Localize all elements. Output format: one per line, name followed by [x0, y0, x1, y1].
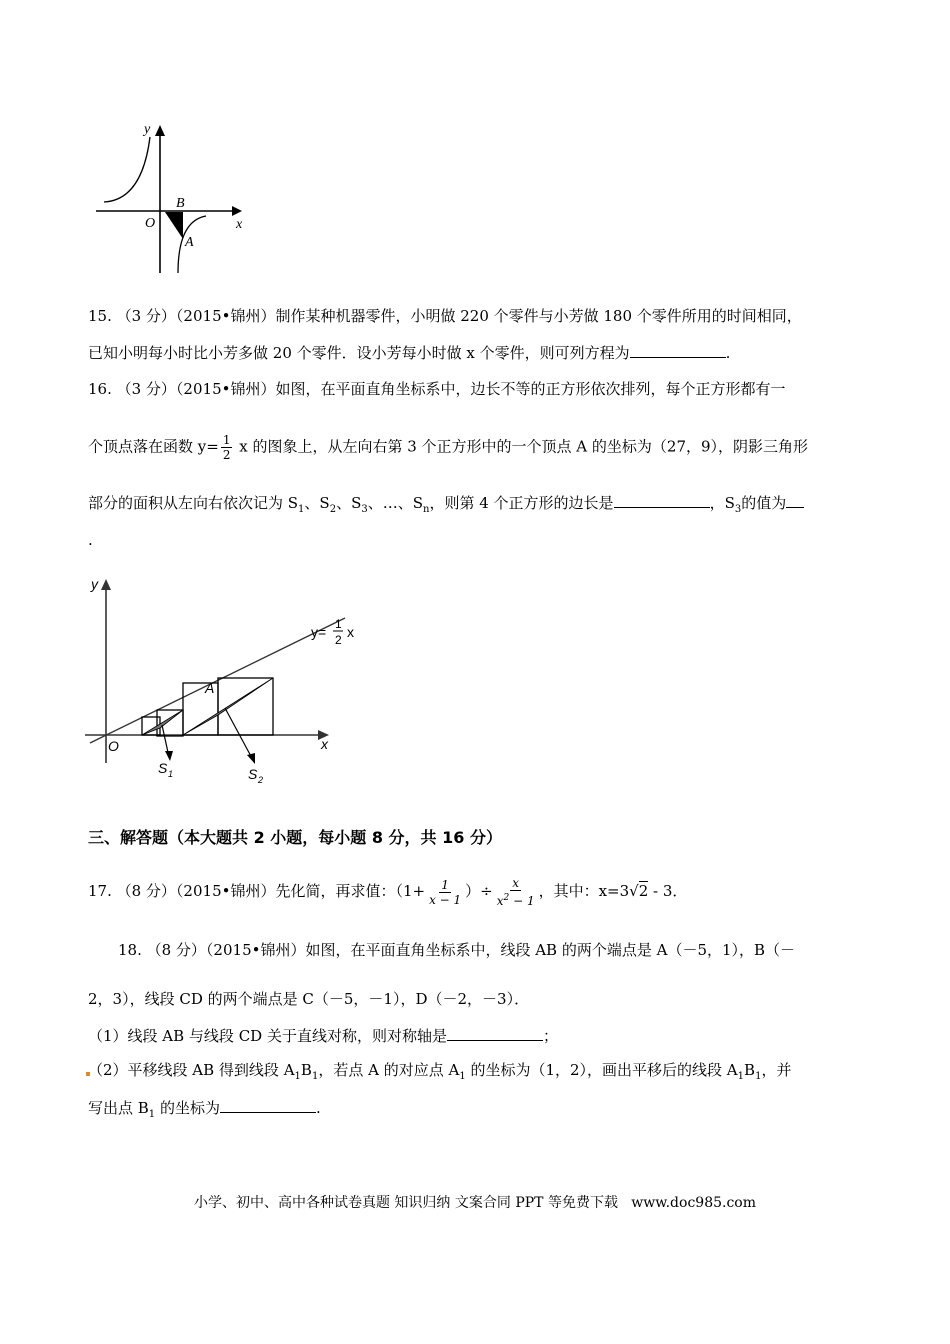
q16-line3-f: ，S — [709, 494, 735, 512]
q18-sub-f: 1 — [148, 1109, 156, 1120]
q16-line2 — [88, 433, 808, 462]
q16-line3 — [88, 493, 804, 520]
q18-part2-d: 的坐标为（1，2），画出平移后的线段 A — [465, 1061, 738, 1079]
q17-sqrt-value: 2 — [638, 882, 649, 900]
q17-f1-den: x − 1 — [429, 892, 462, 907]
q16-sub1: 1 — [298, 504, 305, 515]
q17-frac2 — [495, 876, 537, 908]
label-x: x — [236, 217, 243, 232]
q18-part2-e: B — [744, 1061, 756, 1079]
q17-line — [88, 876, 687, 908]
q15-line2 — [88, 343, 730, 363]
shaded-triangle-s2 — [183, 678, 273, 735]
y-axis-arrow — [101, 579, 111, 590]
q18-part2-c: ，若点 A 的对应点 A — [318, 1061, 460, 1079]
shaded-triangle — [165, 212, 183, 239]
label-func-den: 2 — [335, 633, 342, 647]
arrow-s2 — [225, 708, 253, 760]
q18-answer-blank-2[interactable] — [220, 1098, 316, 1113]
q15-answer-blank[interactable] — [630, 343, 726, 358]
q17-mid: ）÷ — [465, 882, 493, 900]
q16-sub2: 2 — [329, 504, 337, 515]
q16-line4: . — [88, 531, 93, 549]
q18-sub-b: 1 — [311, 1071, 319, 1082]
q16-line3-a: 部分的面积从左向右依次记为 S — [88, 494, 299, 512]
q16-frac-num: 1 — [222, 433, 231, 447]
section3-heading: 三、解答题（本大题共 2 小题，每小题 8 分，共 16 分） — [88, 828, 502, 847]
q16-line2-a: 个顶点落在函数 y= — [88, 437, 219, 456]
label-s2-sub: 2 — [258, 775, 264, 785]
q16-line3-d: 、…、S — [367, 494, 424, 512]
page-footer: 小学、初中、高中各种试卷真题 知识归纳 文案合同 PPT 等免费下载 www.doc985.com — [193, 1195, 756, 1211]
label-func-num: 1 — [335, 617, 342, 631]
q15-line1: 15. （3 分）（2015•锦州）制作某种机器零件，小明做 220 个零件与小芳做 180 个零件所用的时间相同， — [88, 307, 802, 325]
q16-subn: n — [423, 504, 430, 515]
q17-f2-den-sup: 2 — [503, 893, 510, 903]
label-s2: S — [248, 766, 258, 782]
q16-frac-den: 2 — [222, 448, 231, 462]
q17-prefix: 17. （8 分）（2015•锦州）先化简，再求值：（1+ — [88, 882, 426, 900]
label-x: x — [321, 736, 328, 752]
square-2 — [157, 710, 183, 736]
q17-f2-den-b: − 1 — [509, 894, 535, 908]
q16-fraction — [221, 433, 233, 462]
square-3 — [218, 678, 273, 735]
q15-line2-text: 已知小明每小时比小芳多做 20 个零件．设小芳每小时做 x 个零件，则可列方程为 — [88, 344, 630, 362]
label-s1-sub: 1 — [168, 769, 174, 779]
q17-suffix: ，其中：x=3 — [538, 882, 630, 900]
figure-squares — [85, 565, 380, 785]
q16-line1: 16. （3 分）（2015•锦州）如图，在平面直角坐标系中，边长不等的正方形依次排列，每个正方形都有一 — [88, 380, 786, 398]
q18-part1-end: ； — [542, 1027, 558, 1045]
q18-answer-blank-1[interactable] — [447, 1026, 543, 1041]
q18-sub-a: 1 — [294, 1071, 301, 1082]
q16-line3-g: 的值为 — [741, 494, 787, 512]
q18-line2: 2，3），线段 CD 的两个端点是 C（－5，－1），D（－2，－3）． — [88, 990, 530, 1008]
q16-line3-c: 、S — [336, 494, 362, 512]
q18-part3-end: . — [315, 1099, 321, 1117]
q17-f2-den — [495, 891, 537, 908]
q17-frac1 — [427, 878, 463, 907]
q18-part2-f: ，并 — [761, 1061, 792, 1079]
y-axis-arrow — [155, 125, 165, 136]
q18-part3 — [88, 1098, 321, 1125]
label-origin: O — [108, 738, 119, 754]
q18-part2-b: B — [300, 1061, 312, 1079]
figure-hyperbola — [90, 115, 260, 280]
label-b: B — [176, 196, 185, 211]
q16-answer-blank-1[interactable] — [614, 493, 710, 508]
hyperbola-branch-upper — [104, 137, 150, 202]
arrow-s2-head — [247, 753, 255, 764]
label-a: A — [205, 680, 215, 696]
sqrt-icon: √ — [629, 882, 639, 900]
label-y: y — [91, 576, 98, 592]
x-axis-arrow — [232, 206, 242, 216]
label-func-x: x — [347, 624, 354, 640]
q17-end: - 3． — [648, 882, 688, 900]
label-y: y — [144, 122, 151, 137]
q18-part1 — [88, 1026, 558, 1046]
q18-part2-a: （2）平移线段 AB 得到线段 A — [88, 1061, 295, 1079]
q18-sub-e: 1 — [755, 1071, 762, 1082]
label-origin: O — [145, 216, 156, 231]
q18-sub-d: 1 — [737, 1071, 745, 1082]
q16-line3-e: ，则第 4 个正方形的边长是 — [429, 494, 614, 512]
label-a: A — [185, 235, 194, 250]
q17-f2-num: x — [512, 876, 520, 890]
q16-line2-b: x 的图象上，从左向右第 3 个正方形中的一个顶点 A 的坐标为（27，9），阴影三角形 — [234, 437, 809, 456]
label-s1: S — [158, 760, 168, 776]
q16-line3-b: 、S — [304, 494, 330, 512]
q15-line2-end: . — [725, 344, 731, 362]
q18-part3-a: 写出点 B — [88, 1099, 149, 1117]
q17-f2-den-a: x — [496, 894, 504, 908]
q18-part2 — [88, 1060, 791, 1087]
q16-sub3: 3 — [361, 504, 368, 515]
q18-part1-text: （1）线段 AB 与线段 CD 关于直线对称，则对称轴是 — [88, 1027, 447, 1045]
q16-sub3-b: 3 — [734, 504, 742, 515]
label-func: y= — [311, 624, 327, 640]
q18-line1: 18. （8 分）（2015•锦州）如图，在平面直角坐标系中，线段 AB 的两个端点是 A（－5，1），B（－ — [118, 941, 796, 959]
q16-answer-blank-2[interactable] — [786, 493, 804, 508]
q18-part3-b: 的坐标为 — [155, 1099, 220, 1117]
q18-sub-c: 1 — [459, 1071, 466, 1082]
q17-f1-num: 1 — [441, 877, 449, 892]
